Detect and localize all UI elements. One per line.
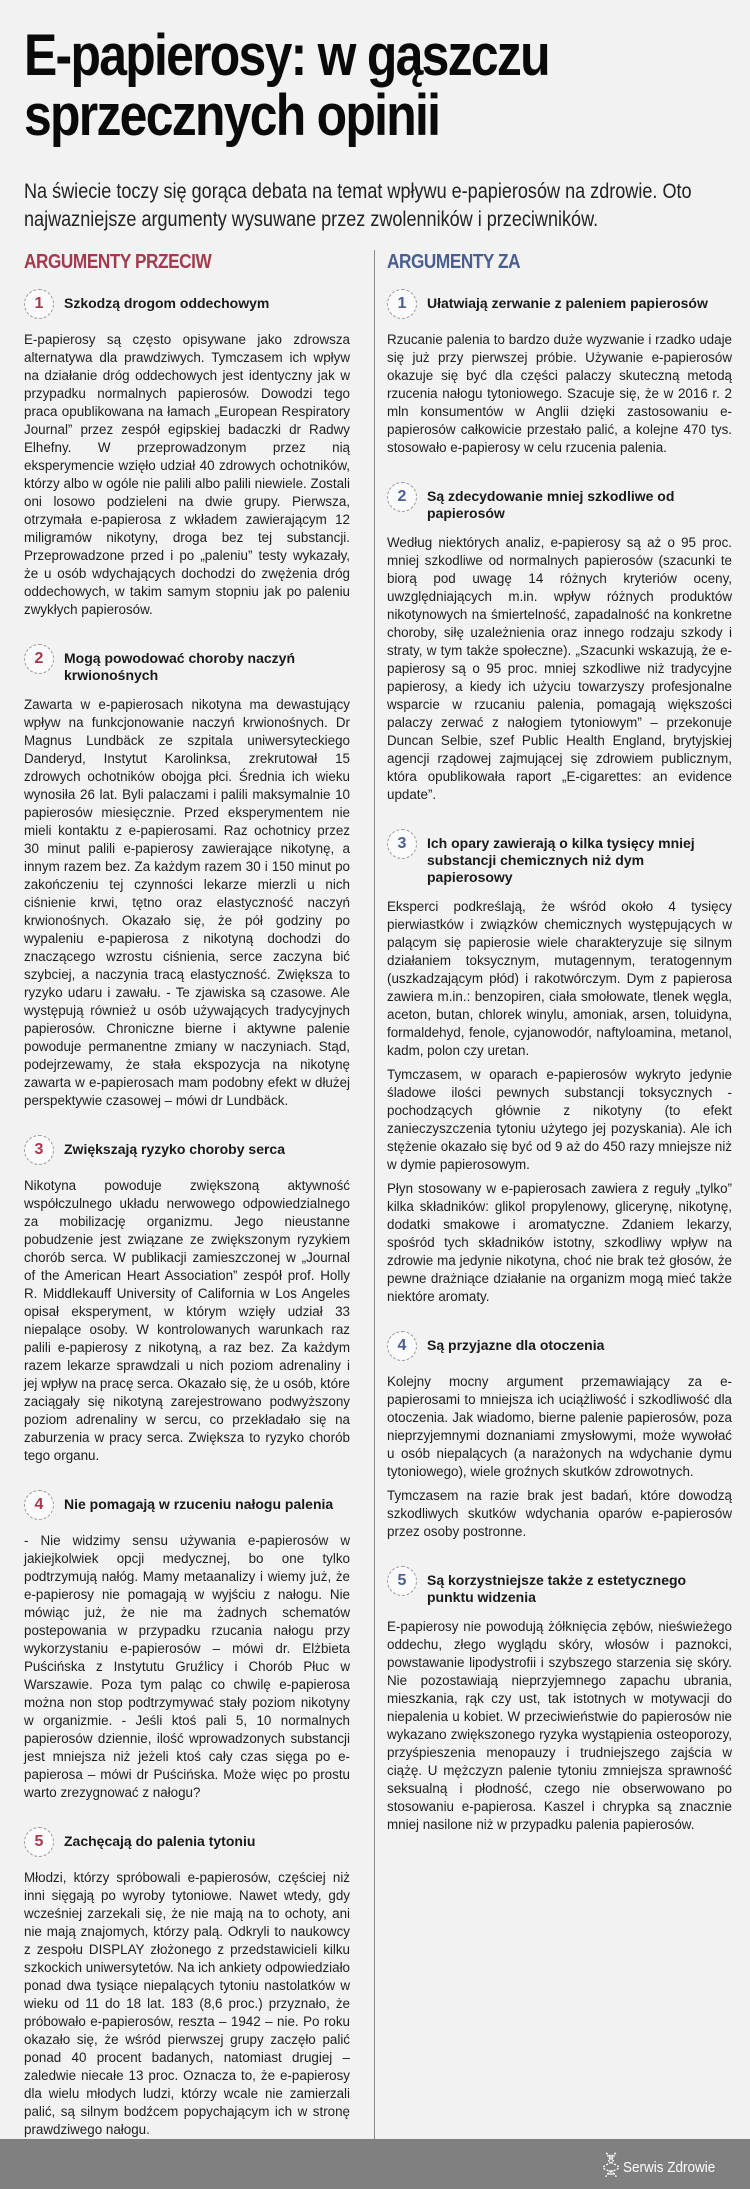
for-list: [387, 292, 732, 1834]
argument-body: [387, 534, 732, 804]
argument-header: [24, 647, 350, 684]
argument-item: [24, 1493, 350, 1802]
number-badge: 5: [387, 1566, 417, 1596]
argument-paragraph: - Nie widzimy sensu używania e-papierosów w jakiejkolwiek opcji medycznej, bo one tylko podtrzymują nałóg. Mamy metaanalizy i wiemy już, że e-papierosy nie pomagają w wyjściu z nałogu. Nie mówiąc już, że nie ma żadnych schematów postepowania w przypadku rzucania nałogu przy wykorzystaniu e-papierosów – mówi dr. Elżbieta Puścińska z Instytutu Gruźlicy i Chorób Płuc w Warszawie. Poza tym paląc co chwilę e-papierosa można non stop podtrzymywać stały poziom nikotyny w organizmie. - Jeśli ktoś pali 5, 10 normalnych papierosów dziennie, ilość wprowadzonych substancji jest mniejsza niż jeżeli ktoś cały czas sięga po e-papierosa – mówi dr Puścińska. Może więc po prostu warto zrezygnować z nałogu?: [24, 1533, 350, 1800]
brand-name: Serwis Zdrowie: [623, 2159, 716, 2176]
argument-header: [24, 1830, 350, 1857]
against-heading: ARGUMENTY PRZECIW: [24, 251, 212, 273]
argument-item: [387, 1569, 732, 1834]
number-badge: 2: [387, 482, 417, 512]
argument-body: [24, 1532, 350, 1802]
argument-body: [387, 898, 732, 1306]
argument-paragraph: E-papierosy są często opisywane jako zdrowsza alternatywa dla prawdziwych. Tymczasem ich wpływ na działanie dróg oddechowych jest identyczny jak w przypadku normalnych papierosów. Dowodzi tego praca opublikowana na łamach „European Respiratory Journal” przez zespół egipskiej badaczki dr Radwy Elhefny. W przeprowadzonym przez nią eksperymencie wzięło udział 40 zdrowych ochotników, którzy albo w ogóle nie palili albo palili niewiele. Zostali oni losowo podzieleni na dwie grupy. Pierwsza, otrzymała e-papierosa z wkładem zawierającym 12 miligramów nikotyny, droga bez tej substancji. Przeprowadzone przed i po „paleniu” testy wykazały, że u osób wdychających dochodzi do zwężenia dróg oddechowych, w takim samym stopniu jak po paleniu zwykłych papierosów.: [24, 332, 350, 617]
argument-title: Nie pomagają w rzuceniu nałogu palenia: [64, 1496, 334, 1512]
number-badge: 3: [387, 829, 417, 859]
brand-logo[interactable]: [603, 2152, 726, 2183]
argument-item: [24, 292, 350, 619]
argument-title: Ich opary zawierają o kilka tysięcy mniej substancji chemicznych niż dym papierosowy: [427, 835, 695, 885]
against-list: [24, 292, 350, 2139]
for-column: [375, 250, 750, 2189]
page-footer: [0, 2139, 750, 2189]
argument-paragraph: Nikotyna powoduje zwiększoną aktywność współczulnego układu nerwowego odpowiedzialnego za mobilizację organizmu. Jego nieustanne pobudzenie jest związane ze zwiększonym ryzykiem chorób serca. W publikacji zamieszczonej w „Journal of the American Heart Association” zespół prof. Holly R. Middlekauff University of California w Los Angeles opisał eksperyment, w którym wzięły udział 33 niepalące osoby. W kontrolowanych warunkach raz palili e-papierosy z nikotyną, a raz bez. Za każdym razem lekarze sprawdzali u nich poziom adrenaliny i jej wpływ na pracę serca. Okazało się, że u osób, które zaciągały się nikotyną zarejestrowano podwyższony poziom adrenaliny w sercu, co przekładało się na zaburzenia w pracy serca. Zwiększa to ryzyko chorób tego organu.: [24, 1178, 350, 1463]
against-column: [0, 250, 375, 2189]
argument-title: Zachęcają do palenia tytoniu: [64, 1833, 256, 1849]
argument-paragraph: Rzucanie palenia to bardzo duże wyzwanie i rzadko udaje się już przy pierwszej próbie. Używanie e-papierosów okazuje się być dla części palaczy skuteczną metodą rzucenia nałogu tytoniowego. Szacuje się, że w 2016 r. 2 mln konsumentów w Anglii dzięki zastosowaniu e-papierosów całkowicie przestało palić, a kolejne 470 tys. stosowało e-papierosy w celu rzucenia palenia.: [387, 332, 732, 455]
argument-body: [387, 331, 732, 457]
number-badge: 1: [24, 289, 54, 319]
argument-body: [24, 1869, 350, 2139]
argument-body: [24, 696, 350, 1110]
argument-title: Są zdecydowanie mniej szkodliwe od papierosów: [427, 488, 675, 521]
argument-title: Są przyjazne dla otoczenia: [427, 1337, 605, 1353]
number-badge: 4: [24, 1490, 54, 1520]
argument-paragraph: Eksperci podkreślają, że wśród około 4 tysięcy pierwiastków i związków chemicznych występujących w palącym się papierosie wiele charakteryzuje się silnym działaniem toksycznym, mutagennym, teratogennym (uszkadzającym płód) i rakotwórczym. Dym z papierosa zawiera m.in.: benzopiren, ciała smołowate, tlenek węgla, aceton, butan, chlorek winylu, amoniak, arsen, toluidyna, formaldehyd, fenole, cyjanowodór, naftyloamina, metanol, kadm, polon czy uretan.: [387, 899, 732, 1058]
argument-item: [24, 1138, 350, 1465]
argument-header: [387, 292, 732, 319]
number-badge: 2: [24, 644, 54, 674]
argument-item: [387, 1334, 732, 1541]
argument-body: [387, 1373, 732, 1541]
number-badge: 4: [387, 1331, 417, 1361]
argument-paragraph: Płyn stosowany w e-papierosach zawiera z reguły „tylko” kilka składników: glikol propylenowy, glicerynę, nikotynę, dodatki smakowe i aromatyczne. Zdaniem lekarzy, spośród tych składników istotny, szkodliwy wpływ na zdrowie ma jedynie nikotyna, choć nie brak też głosów, że pewne drażniące działanie na organizm mogą mieć także niektóre aromaty.: [387, 1181, 732, 1304]
argument-item: [387, 292, 732, 457]
argument-header: [24, 1493, 350, 1520]
argument-header: [387, 832, 732, 886]
argument-title: Szkodzą drogom oddechowym: [64, 295, 270, 311]
number-badge: 1: [387, 289, 417, 319]
argument-paragraph: Tymczasem, w oparach e-papierosów wykryto jedynie śladowe ilości pewnych substancji toksycznych - pochodzących głównie z nikotyny (to efekt zanieczyszczenia tytoniu użytego jej pozyskania). Ale ich stężenie okazało się być od 9 aż do 450 razy mniejsze niż w dymie papierosowym.: [387, 1067, 732, 1172]
argument-body: [24, 1177, 350, 1465]
page-header: [0, 0, 750, 234]
argument-paragraph: Młodzi, którzy spróbowali e-papierosów, częściej niż inni sięgają po wyroby tytoniowe. Nawet wtedy, gdy wcześniej zarzekali się, że nie mają na to ochoty, ani nie mają znajomych, którzy palą. Odkryli to naukowcy z zespołu DISPLAY złożonego z przedstawicieli kilku szkockich uniwersytetów. Na ich ankiety odpowiedziało ponad dwa tysiące niepalących tytoniu nastolatków w wieku od 11 do 18 lat. 183 (8,6 proc.) przyznało, że próbowało e-papierosów, reszta – 1942 – nie. Po roku okazało się, że wśród pierwszej grupy zaczęło palić ponad 40 procent badanych, natomiast drugiej – zaledwie niecałe 13 proc. Oznacza to, że e-papierosy dla wielu młodych ludzi, którzy wcale nie zamierzali palić, są silnym bodźcem popychającym ich w stronę prawdziwego nałogu.: [24, 1870, 350, 2137]
number-badge: 3: [24, 1135, 54, 1165]
argument-header: [24, 292, 350, 319]
argument-item: [24, 1830, 350, 2139]
argument-paragraph: Według niektórych analiz, e-papierosy są aż o 95 proc. mniej szkodliwe od normalnych papierosów (szacunki te biorą pod uwagę 14 różnych kryteriów oceny, uwzględniających m.in. wpływ różnych produktów nikotynowych na śmiertelność, zapadalność na konkretne choroby, siłę uzależnienia oraz innego rodzaju szkody i straty, w tym także społeczne). „Szacunki wskazują, że e-papierosy są o 95 proc. mniej szkodliwe niż tradycyjne papierosy, a kiedy ich użyciu towarzyszy profesjonalne wsparcie w rzucaniu palenia, pomagają większości palaczy zerwać z nałogiem tytoniowym” – przekonuje Duncan Selbie, szef Public Health England, brytyjskiej agencji rządowej zajmującej się zdrowiem publicznym, która opublikowała raport „E-cigarettes: an evidence update”.: [387, 535, 732, 802]
argument-body: [387, 1618, 732, 1834]
argument-header: [387, 1569, 732, 1606]
argument-title: Zwiększają ryzyko choroby serca: [64, 1141, 285, 1157]
argument-paragraph: Zawarta w e-papierosach nikotyna ma dewastujący wpływ na funkcjonowanie naczyń krwionośnych. Dr Magnus Lundbäck ze szpitala uniwersyteckiego Danderyd, Instytut Karolinksa, zrekrutował 15 zdrowych ochotników obojga płci. Średnia ich wieku wynosiła 26 lat. Byli palaczami i palili maksymalnie 10 papierosów miesięcznie. Przed eksperymentem nie mieli kontaktu z e-papierosami. Raz ochotnicy przez 30 minut palili e-papierosy zawierające nikotynę, a innym razem bez. Za każdym razem 30 i 150 minut po zakończeniu tej czynności lekarze mierzli u nich ciśnienie krwi, tętno oraz elastyczność naczyń krwionośnych. Okazało się, że pół godziny po wypaleniu e-papierosa z nikotyną dochodzi do znaczącego wzrostu ciśnienia, serce zaczyna bić szybciej, a naczynia tracą elastyczność. Zwiększa to ryzyko udaru i zawału. - Te zjawiska są czasowe. Ale występują również u osób używających tradycyjnych papierosów. Chroniczne bierne i aktywne palenie powoduje permanentne zmiany w naczyniach. Stąd, podejrzewamy, że stała ekspozycja na nikotynę zawarta w e-papierosach mam podobny efekt w dłużej perspektywie czasowej – mówi dr Lundbäck.: [24, 697, 350, 1108]
argument-item: [387, 485, 732, 804]
argument-header: [387, 1334, 732, 1361]
argument-title: Ułatwiają zerwanie z paleniem papierosów: [427, 295, 708, 311]
argument-header: [24, 1138, 350, 1165]
argument-paragraph: Tymczasem na razie brak jest badań, które dowodzą szkodliwych skutków wdychania oparów e-papierosów przez osoby postronne.: [387, 1488, 732, 1539]
page-title: E-papierosy: w gąszczu sprzecznych opinii: [24, 23, 549, 148]
argument-body: [24, 331, 350, 619]
argument-item: [24, 647, 350, 1110]
argument-paragraph: Kolejny mocny argument przemawiający za e-papierosami to mniejsza ich uciążliwość i szkodliwość dla otoczenia. Jak wiadomo, bierne palenie papierosów, poza nieprzyjemnymi doznaniami zmysłowymi, może wywołać u osób niepalących (a narażonych na wdychanie dymu tytoniowego), wiele groźnych skutków zdrowotnych.: [387, 1374, 732, 1479]
argument-title: Mogą powodować choroby naczyń krwionośnych: [64, 650, 296, 683]
for-heading: ARGUMENTY ZA: [387, 251, 521, 273]
number-badge: 5: [24, 1827, 54, 1857]
dna-helix-icon: [603, 2152, 619, 2183]
argument-paragraph: E-papierosy nie powodują żółknięcia zębów, nieświeżego oddechu, złego wyglądu skóry, włosów i paznokci, powstawanie lipodystrofii i szybszego starzenia się skóry. Nie pozostawiają nieprzyjemnego zapachu ubrania, mieszkania, rąk czy ust, tak istotnych w motywacji do niepalenia u kobiet. W przeciwieństwie do papierosów nie wykazano zwiększonego ryzyka wystąpienia osteoporozy, przyśpieszenia menopauzy i trudniejszego zajścia w ciążę. U mężczyzn palenie tytoniu zmniejsza sprawność seksualną i płodność, czego nie obserwowano po stosowaniu e-papierosa. Kaszel i chrypka są znacznie mniej nasilone niż w przypadku palenia papierosów.: [387, 1619, 732, 1832]
argument-title: Są korzystniejsze także z estetycznego punktu widzenia: [427, 1572, 687, 1605]
argument-header: [387, 485, 732, 522]
lead-paragraph: Na świecie toczy się gorąca debata na temat wpływu e-papierosów na zdrowie. Oto najwazniejsze argumenty wysuwane przez zwolenników i przeciwników.: [24, 180, 692, 231]
arguments-columns: [0, 250, 750, 2189]
argument-item: [387, 832, 732, 1306]
